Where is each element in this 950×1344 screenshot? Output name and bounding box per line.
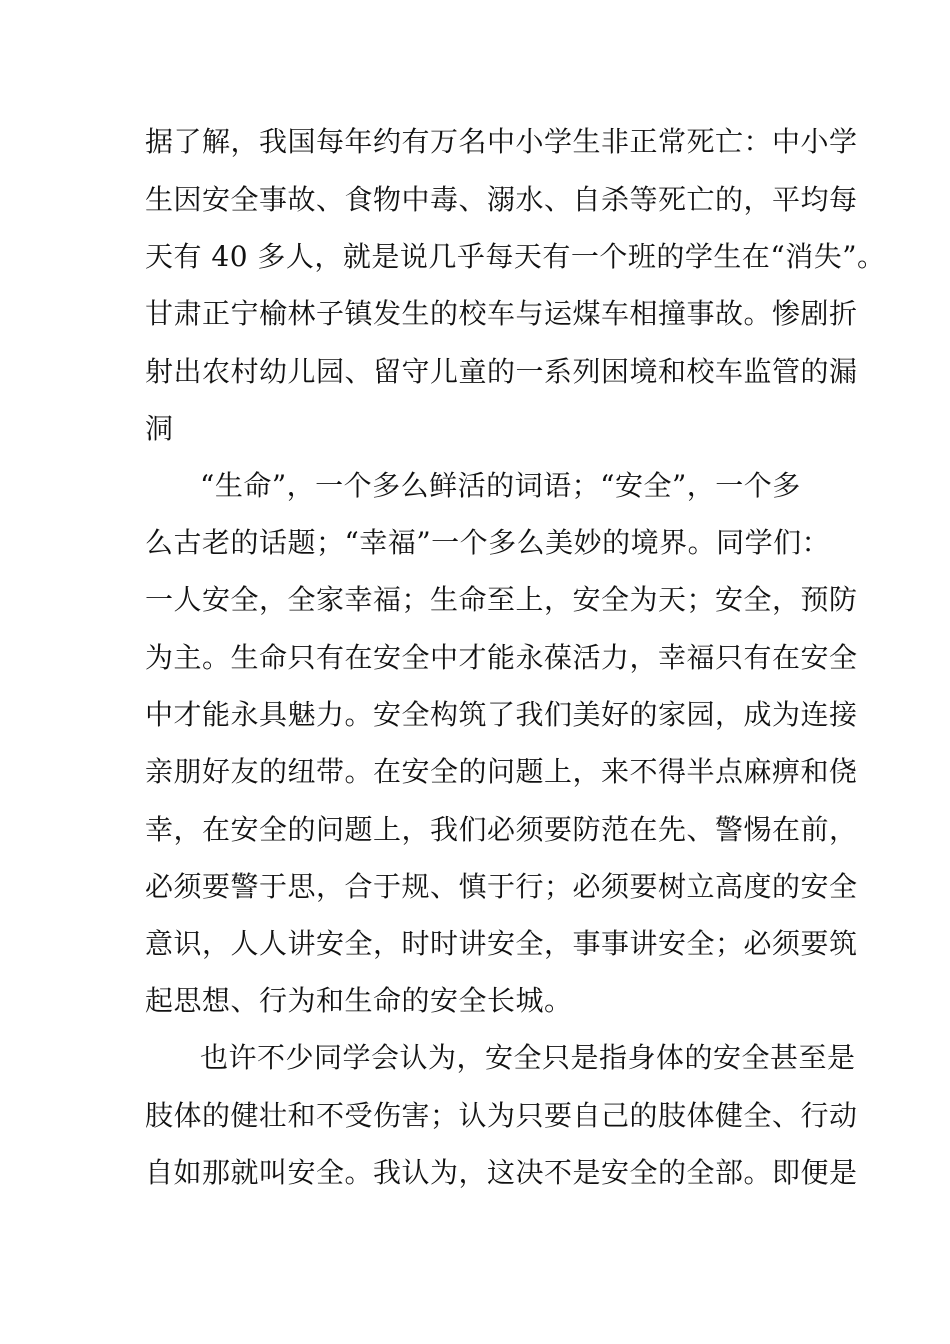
text-line: 甘肃正宁榆林子镇发生的校车与运煤车相撞事故。惨剧折 (145, 297, 858, 330)
text-line: 一人安全，全家幸福；生命至上，安全为天；安全，预防 (145, 583, 858, 616)
paragraph-start-line: 也许不少同学会认为，安全只是指身体的安全甚至是 (200, 1041, 856, 1074)
text-line: 起思想、行为和生命的安全长城。 (145, 984, 573, 1017)
text-line: 意识，人人讲安全，时时讲安全，事事讲安全；必须要筑 (145, 927, 858, 960)
text-line: 幸，在安全的问题上，我们必须要防范在先、警惕在前， (145, 813, 858, 846)
text-line: 么古老的话题；“幸福”一个多么美妙的境界。同学们： (145, 526, 831, 559)
text-line: 生因安全事故、食物中毒、溺水、自杀等死亡的，平均每 (145, 183, 858, 216)
text-line: 为主。生命只有在安全中才能永葆活力，幸福只有在安全 (145, 641, 858, 674)
text-line: 中才能永具魅力。安全构筑了我们美好的家园，成为连接 (145, 698, 858, 731)
text-line: 自如那就叫安全。我认为，这决不是安全的全部。即便是 (145, 1156, 858, 1189)
text-line: 肢体的健壮和不受伤害；认为只要自己的肢体健全、行动 (145, 1099, 858, 1132)
text-line: 洞 (145, 412, 174, 445)
text-line: 天有 40 多人，就是说几乎每天有一个班的学生在“消失”。 (145, 240, 886, 273)
text-line: 据了解，我国每年约有万名中小学生非正常死亡：中小学 (145, 125, 858, 158)
text-line: 必须要警于思，合于规、慎于行；必须要树立高度的安全 (145, 870, 858, 903)
paragraph-start-line: “生命”，一个多么鲜活的词语；“安全”，一个多 (200, 469, 801, 502)
text-line: 射出农村幼儿园、留守儿童的一系列困境和校车监管的漏 (145, 355, 858, 388)
text-line: 亲朋好友的纽带。在安全的问题上，来不得半点麻痹和侥 (145, 755, 858, 788)
